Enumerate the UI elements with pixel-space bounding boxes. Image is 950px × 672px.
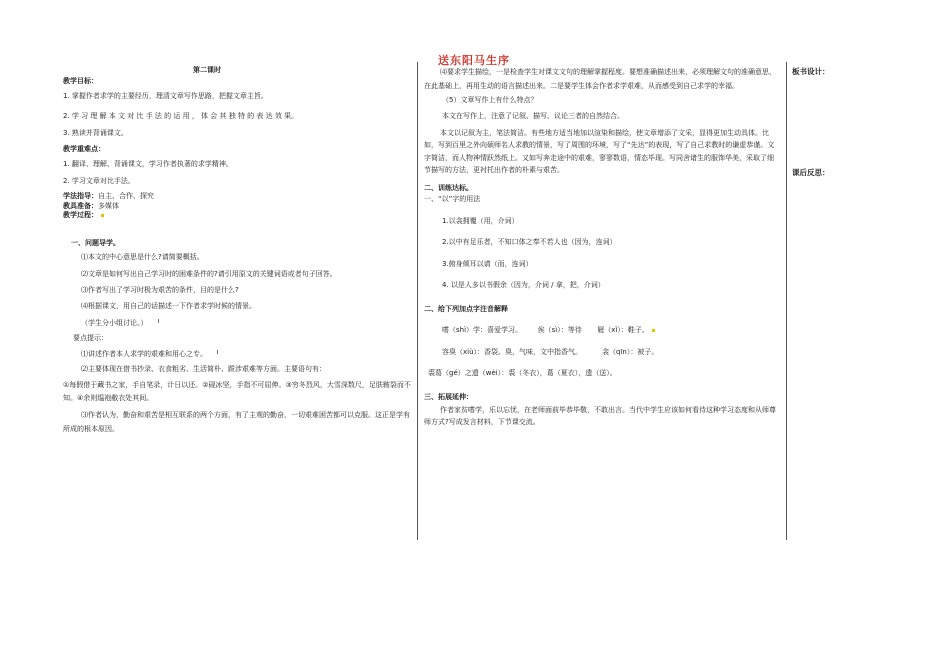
key-point-item: 1. 翻译、理解、背诵课文，学习作者执著的求学精神。: [63, 160, 233, 169]
annotation-item: 容臭（xiù）：香袋。臭，气味，文中指香气。 衾（qīn）：被子。: [442, 347, 659, 356]
left-column: [63, 66, 411, 436]
method-value: 自主、合作、探究: [98, 192, 154, 201]
tick-mark: [217, 350, 218, 354]
section-question-heading: 一、问题导学。: [71, 238, 120, 247]
discussion-note: [63, 319, 411, 328]
question-item: ⑴本文的中心意思是什么?请简要概括。: [81, 253, 204, 262]
annotation-item: 裘葛（gé）之遗（wèi）：裘（冬衣），葛（夏衣），遗（送）。: [428, 369, 617, 378]
tip-item-text: ⑴讲述作者本人求学的艰难和用心之专。: [81, 349, 207, 358]
goal-item: 3. 熟读并背诵课文。: [63, 128, 128, 137]
key-point-item: 2. 学习文章对比手法。: [63, 176, 135, 185]
extension-text: 作者家贫嗜学，乐以忘忧，在老师面前毕恭毕敬，不敢出言。当代中学生应该如何看待这种学习态度和从师尊师方式?写成发言材料，下节课交流。: [424, 405, 776, 427]
annotation-item: [424, 326, 780, 335]
answer-five-summary: 本文在写作上，注意了记叙、描写、议论三者的自然结合。: [442, 111, 624, 120]
method-label: 学法指导：: [63, 192, 98, 201]
goal-item: 1. 掌握作者求学的主要经历，理清文章写作思路，把握文章主旨。: [63, 91, 268, 100]
tip-item: ⑵主要体现在借书抄录、衣食粗劣、生活简朴、跋涉艰难等方面。主要语句有：: [81, 365, 326, 374]
tip-item: [63, 350, 411, 359]
after-class-reflection-label: 课后反思：: [792, 168, 830, 177]
question-five: （5）文章写作上有什么特点？: [442, 96, 538, 105]
column-divider-1: [417, 62, 418, 540]
yi-usage-item: 4. 以是人多以书假余（因为，介词 / 拿，把，介词）: [442, 281, 605, 290]
question-item: ⑵文章是如何写出自己学习时的困难条件的?请引用原文的关键词语或者句子回答。: [81, 269, 337, 278]
highlight-mark: [652, 329, 655, 332]
prep-value: 多媒体: [98, 201, 119, 210]
discussion-note-text: （学生分小组讨论。）: [81, 318, 148, 327]
process-heading: 教学过程：: [63, 211, 98, 220]
lesson-heading: 第二课时: [193, 66, 221, 74]
yi-usage-item: 3.俯身倾耳以请（而，连词）: [442, 259, 533, 268]
tip-quotes: ①每假借于藏书之家，手自笔录，计日以还。②砚冰坚，手指不可屈伸。③穷冬烈风，大雪深数尺，足肤皲裂而不知。④余则缊袍敝衣处其间。: [63, 380, 411, 402]
goal-item: 2. 学 习 理 解 本 文 对 比 手 法 的 运 用 ， 体 会 其 独 特 的 表 达 效 果。: [63, 112, 299, 121]
practice-subheading: 一、“以”字的用法: [424, 194, 481, 203]
middle-column: [424, 66, 780, 428]
annotation-heading: 二、给下列加点字注音解释: [424, 304, 508, 313]
practice-heading: 二、训练达标。: [424, 184, 473, 193]
document-title: 送东阳马生序: [438, 54, 510, 67]
method-line: [63, 192, 411, 201]
answer-five-detail: 本文以记叙为主，笔法简洁。有些地方适当地加以渲染和描绘，使文章增添了文采，显得更加生动具体。比如，写到百里之外向硕师名人求教的情景，写了周围的环境，写了“先达”的表现，写了自己求教时的谦虚恭谨。文字简洁，而人物神情跃然纸上。又如写奔走途中的艰难，寥寥数语，情态毕现。写同舍诸生的服饰华美，采取了细节描写的方法，更衬托出作者的朴素与艰苦。: [424, 129, 775, 174]
tip-item: ⑶作者认为，勤奋和艰苦是相互联系的两个方面，有了主观的勤奋，一切艰难困苦都可以克服。这正是学有所成的根本原因。: [63, 411, 410, 433]
extension-heading: 三、拓展延伸：: [424, 392, 473, 401]
yi-usage-item: 1.以衾拥覆（用，介词）: [442, 217, 519, 226]
tips-heading: 要点提示：: [73, 334, 108, 343]
column-divider-2: [786, 62, 787, 540]
goals-heading: 教学目标：: [63, 77, 98, 86]
board-design-label: 板书设计：: [792, 67, 830, 76]
key-points-heading: 教学重难点：: [63, 145, 105, 154]
highlight-mark: [101, 214, 104, 217]
question-item: ⑷根据课文，用自己的话描述一下作者求学时候的情景。: [81, 302, 256, 311]
annotation-item-text: 嗜（shì）学：喜爱学习。 俟（sì）：等待 屣（xǐ）：鞋子。: [442, 326, 649, 335]
question-item: ⑶作者写出了学习时极为艰苦的条件，目的是什么?: [81, 285, 239, 294]
process-line: [63, 211, 411, 220]
prep-label: 教具准备：: [63, 201, 98, 210]
yi-usage-item: 2.以中有足乐者，不知口体之奉不若人也（因为，连词）: [442, 238, 617, 247]
prep-line: [63, 202, 411, 211]
answer-paragraph: ⑷要求学生描绘，一是检查学生对课文文句的理解掌握程度。要想准确描述出来，必须理解文句的准确意思，在此基础上，再用生动的语言描述出来。二是要学生体会作者求学艰难，从而感受到自己求学的幸福。: [424, 68, 776, 90]
tick-mark: [158, 319, 159, 323]
